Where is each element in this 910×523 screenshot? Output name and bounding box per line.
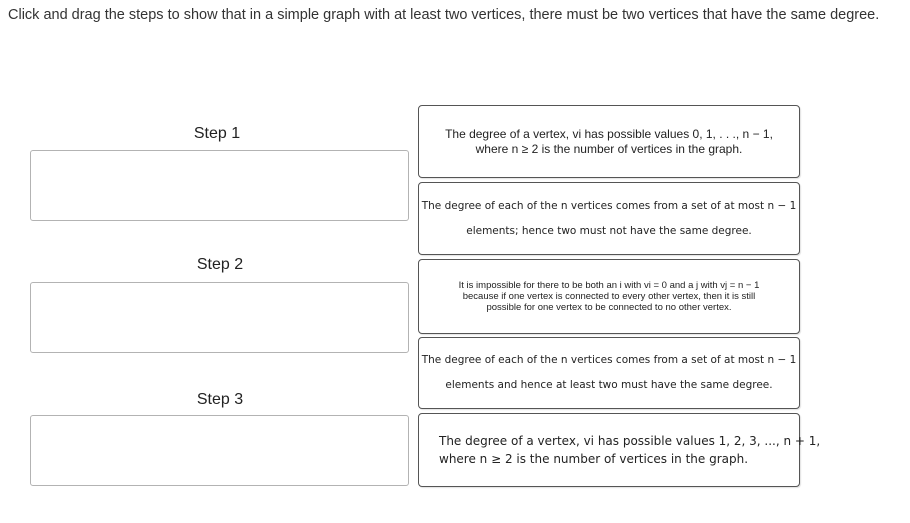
step-1-drop-zone[interactable]	[30, 150, 409, 221]
card-5-line-1: The degree of a vertex, vi has possible values 1, 2, 3, ..., n + 1,	[439, 434, 821, 448]
step-2-drop-zone[interactable]	[30, 282, 409, 353]
card-1-line-1: The degree of a vertex, vi has possible values 0, 1, . . ., n − 1,	[445, 126, 773, 141]
card-3-line-3: possible for one vertex to be connected to no other vertex.	[486, 302, 732, 313]
card-3-line-2: because if one vertex is connected to every other vertex, then it is still	[462, 291, 756, 302]
step-3-label: Step 3	[196, 391, 244, 408]
step-1-label: Step 1	[193, 125, 241, 142]
card-1-line-2: where n ≥ 2 is the number of vertices in the graph.	[475, 141, 743, 156]
card-4-line-2: elements and hence at least two must have the same degree.	[445, 379, 773, 391]
card-2-line-1: The degree of each of the n vertices comes from a set of at most n − 1	[421, 199, 797, 212]
draggable-step-card-1[interactable]	[418, 105, 800, 178]
step-3-drop-zone[interactable]	[30, 415, 409, 486]
instructions-text: Click and drag the steps to show that in a simple graph with at least two vertices, there must be two vertices that have the same degree.	[8, 7, 880, 23]
draggable-step-card-5[interactable]	[418, 413, 821, 487]
card-5-line-2: where n ≥ 2 is the number of vertices in the graph.	[439, 452, 749, 466]
card-4-line-1: The degree of each of the n vertices comes from a set of at most n − 1	[421, 354, 797, 366]
card-3-line-1: It is impossible for there to be both an i with vi = 0 and a j with vj = n − 1	[458, 280, 760, 291]
card-2-line-2: elements; hence two must not have the same degree.	[466, 224, 752, 237]
step-2-label: Step 2	[196, 256, 244, 273]
draggable-step-card-3[interactable]	[418, 259, 800, 334]
draggable-step-card-2[interactable]	[418, 182, 800, 255]
draggable-step-card-4[interactable]	[418, 337, 800, 409]
